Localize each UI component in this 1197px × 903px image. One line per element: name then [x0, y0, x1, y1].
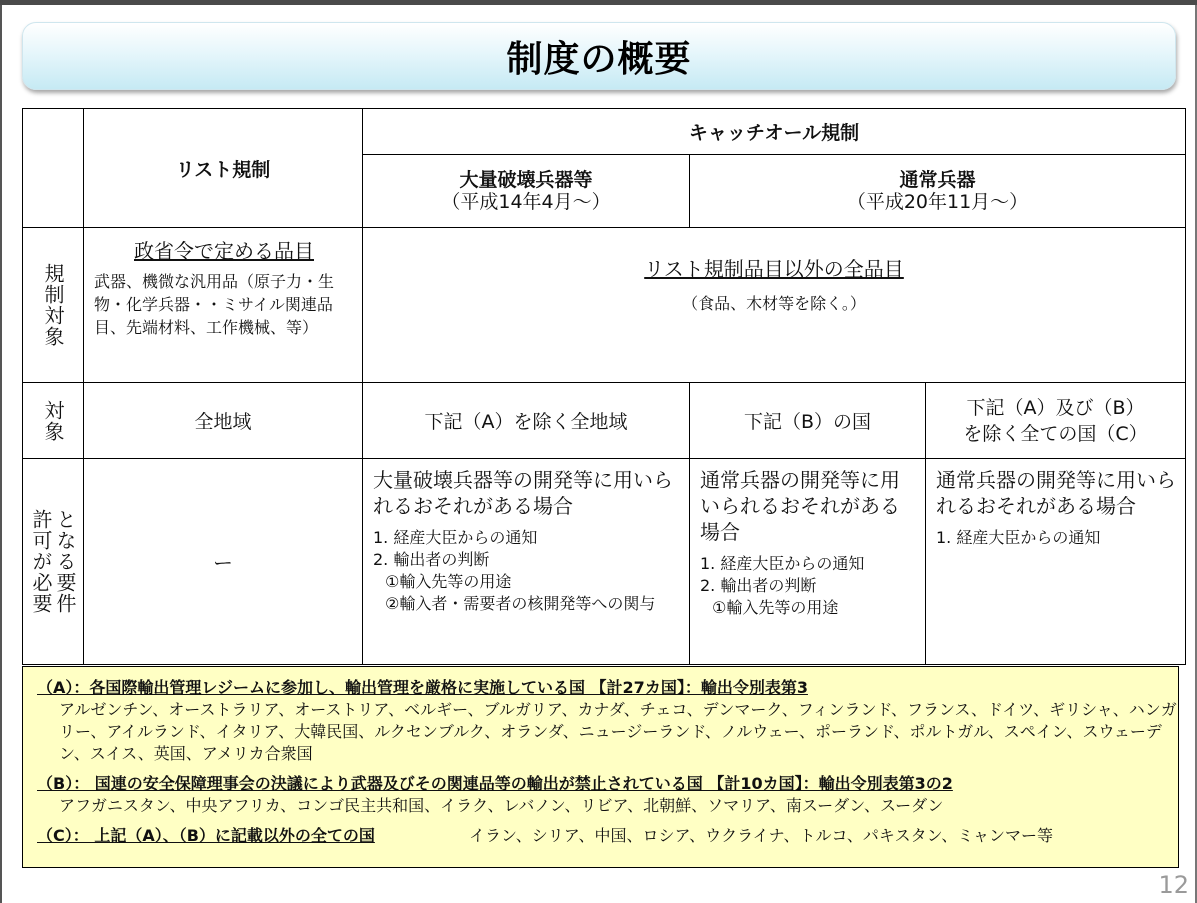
note-c-body: イラン、シリア、中国、ロシア、ウクライナ、トルコ、パキスタン、ミャンマー等: [469, 826, 1054, 845]
subject-list-title: 政省令で定める品目: [134, 239, 314, 263]
list-item: 2. 輸出者の判断: [700, 576, 817, 595]
subject-catch-all-cell: [363, 228, 1186, 383]
header-conventional-name: 通常兵器: [899, 169, 976, 191]
header-list-regulation: リスト規制: [84, 109, 363, 228]
title-banner: [22, 22, 1176, 90]
region-conv-c: [926, 383, 1186, 459]
row-label-license-col1: 許可が必要: [29, 509, 53, 614]
overview-table: [22, 108, 1186, 665]
header-wmd: [363, 155, 690, 228]
subject-catch-desc: （食品、木材等を除く。）: [682, 294, 866, 313]
header-corner-cell: [23, 109, 84, 228]
license-wmd-title: 大量破壊兵器等の開発等に用いられるおそれがある場合: [373, 468, 673, 518]
license-conv-b-cell: [690, 459, 926, 665]
note-a-body: アルゼンチン、オーストラリア、オーストリア、ベルギー、ブルガリア、カナダ、チェコ、デンマーク、フィンランド、フランス、ドイツ、ギリシャ、ハンガリー、アイルランド、イタリア、大韓民国、ルクセンブルク、オランダ、ニュージーランド、ノルウェー、ポーランド、ポルトガル、スペイン、スウェーデン、スイス、英国、アメリカ合衆国: [59, 700, 1177, 763]
note-c-heading: （C）： 上記（A）、（B）に記載以外の全ての国: [37, 826, 375, 845]
row-label-subject: [23, 228, 84, 383]
list-item: 1. 経産大臣からの通知: [373, 528, 538, 547]
region-list: 全地域: [84, 383, 363, 459]
header-conventional: [690, 155, 1186, 228]
region-wmd: 下記（A）を除く全地域: [363, 383, 690, 459]
subject-list-cell: [84, 228, 363, 383]
license-wmd-items: [373, 527, 683, 615]
row-label-subject-text: 規制対象: [41, 263, 65, 347]
license-conv-c-title: 通常兵器の開発等に用いられるおそれがある場合: [936, 468, 1176, 518]
list-item: ①輸入先等の用途: [385, 572, 512, 591]
license-conv-c-items: [936, 527, 1179, 549]
region-conv-b: 下記（B）の国: [690, 383, 926, 459]
top-border: [0, 0, 1197, 5]
header-conventional-date: （平成20年11月～）: [846, 191, 1029, 213]
list-item: 1. 経産大臣からの通知: [936, 528, 1101, 547]
license-conv-c-cell: [926, 459, 1186, 665]
note-b-heading: （B）： 国連の安全保障理事会の決議により武器及びその関連品等の輸出が禁止されている国 【計10カ国】：輸出令別表第3の2: [37, 774, 953, 793]
list-item: ②輸入者・需要者の核開発等への関与: [385, 594, 656, 613]
note-a-heading: （A）：各国際輸出管理レジームに参加し、輸出管理を厳格に実施している国 【計27カ国】：輸出令別表第3: [37, 678, 808, 697]
subject-catch-title: リスト規制品目以外の全品目: [644, 257, 904, 281]
list-item: 1. 経産大臣からの通知: [700, 554, 865, 573]
header-wmd-date: （平成14年4月～）: [441, 191, 611, 213]
license-conv-b-items: [700, 553, 919, 619]
row-label-license-col2: となる要件: [53, 509, 77, 614]
page-title: 制度の概要: [506, 38, 692, 80]
subject-list-desc: 武器、機微な汎用品（原子力・生物・化学兵器・・ミサイル関連品目、先端材料、工作機械、等）: [94, 272, 335, 337]
row-label-region: [23, 383, 84, 459]
license-list: ー: [84, 459, 363, 665]
note-c-line: [37, 825, 1178, 847]
license-conv-b-title: 通常兵器の開発等に用いられるおそれがある場合: [700, 468, 900, 544]
region-conv-c-line1: 下記（A）及び（B）: [966, 396, 1145, 419]
page-number: 12: [1158, 871, 1189, 899]
region-conv-c-line2: を除く全ての国（C）: [963, 422, 1148, 445]
header-catch-all: キャッチオール規制: [363, 109, 1186, 155]
list-item: ①輸入先等の用途: [712, 598, 839, 617]
left-border: [0, 5, 2, 903]
list-item: 2. 輸出者の判断: [373, 550, 490, 569]
header-wmd-name: 大量破壊兵器等: [459, 169, 593, 191]
country-notes-box: [22, 666, 1179, 868]
row-label-region-text: 対象: [41, 399, 65, 442]
row-label-license: [23, 459, 84, 665]
note-b-body: アフガニスタン、中央アフリカ、コンゴ民主共和国、イラク、レバノン、リビア、北朝鮮、ソマリア、南スーダン、スーダン: [59, 796, 944, 815]
license-wmd-cell: [363, 459, 690, 665]
